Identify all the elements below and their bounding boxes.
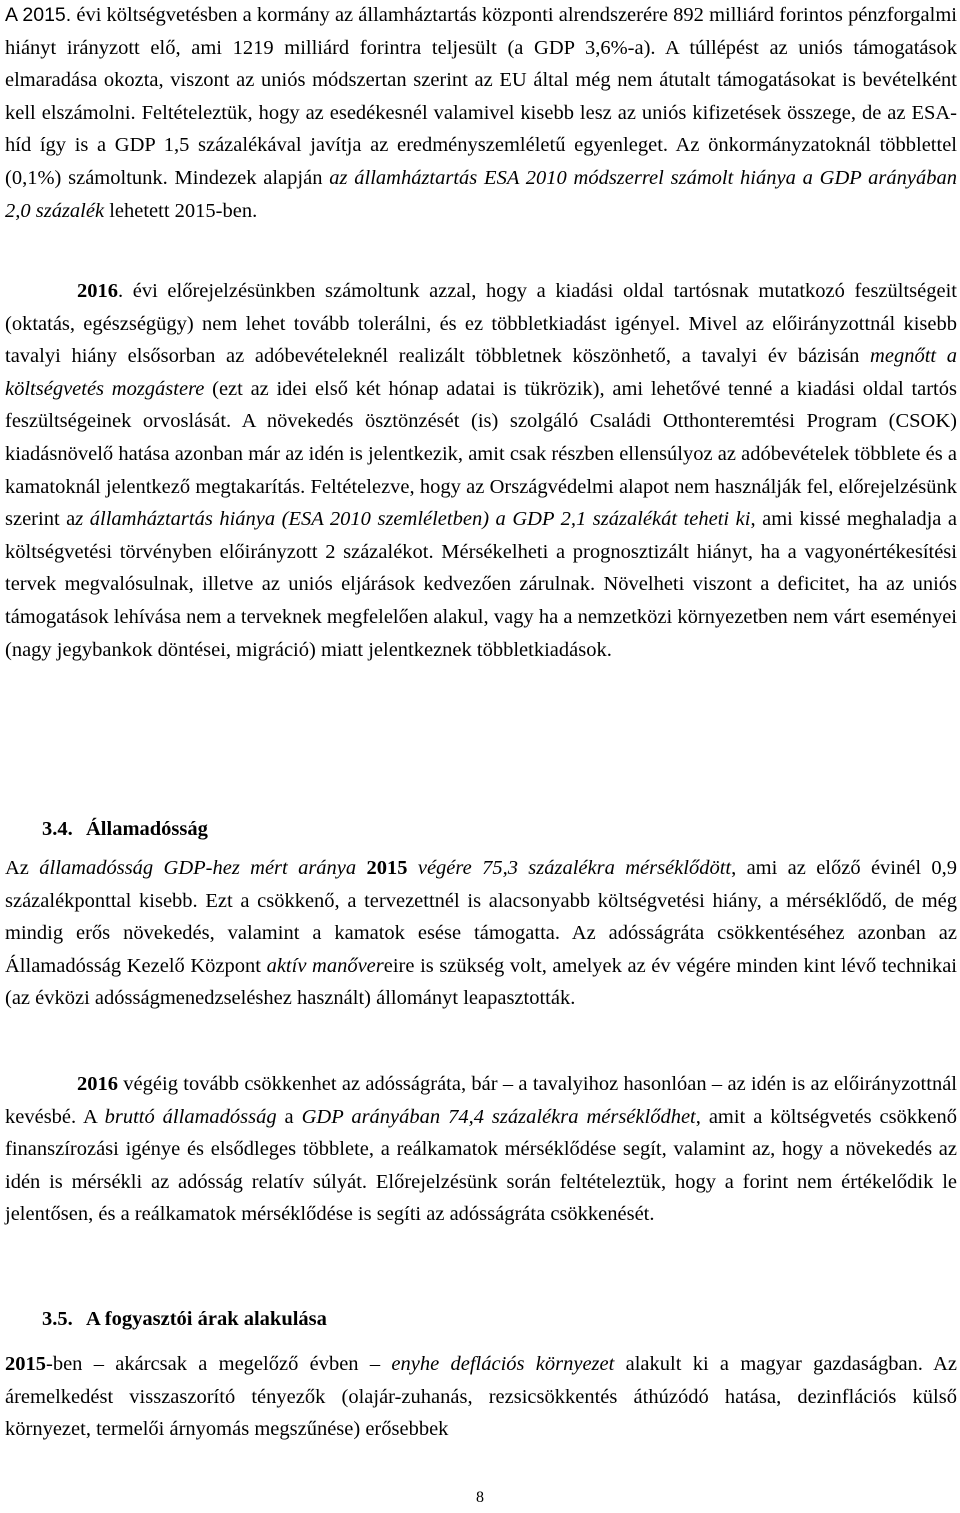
paragraph-text: végéig tovább csökkenhet az adósságráta, bár – a tavalyihoz hasonlóan – az idén is az előirányzottnál kevésbé. A [5,1073,957,1128]
paragraph-text: (ezt az idei első két hónap adatai is tükrözik), ami lehetővé tenné a kiadási oldal tartós feszültségeinek orvoslását. A növekedés ösztönzését (is) szolgáló Családi Otthonteremtési Program (CSOK) kiadásnövelő hatása azonban már az idén is jelentkezik, amit csak részben ellensúlyoz az adóbevételek többlete és a kamatoknál jelentkező megtakarítás. Feltételezve, hogy az Országvédelmi alapot nem használják fel, előrejelzésünk szerint a [5,377,957,531]
paragraph-italic: megnőtt a költségvetés mozgástere [5,345,958,400]
paragraph-italic: z államháztartás hiánya (ESA 2010 szemléletben) a GDP 2,1 százalékát teheti ki [75,508,751,531]
paragraph-bold: 2016 [77,1073,118,1095]
paragraph-text: . évi előrejelzésünkben számoltunk azzal, hogy a kiadási oldal tartósnak mutatkozó feszültségeit (oktatás, egészségügy) nem lehet tovább tolerálni, és ez többletkiadást igényel. Mivel az előirányzottnál kisebb tavalyi hiány elsősorban az adóbevételeknél realizált többletnek köszönhető, a tavalyi év bázisán [5,280,957,368]
section-number: 3.5. [42,1308,73,1330]
paragraph-italic: államadósság GDP-hez mért aránya [39,857,357,879]
paragraph-text: alakult ki a magyar gazdaságban. Az áremelkedést visszaszorító tényezők (olajár-zuhanás, rezsicsökkentés áthúzódó hatása, dezinflációs külső környezet, termelői árnyomás megszűnése) erősebbek [5,1353,957,1441]
paragraph-text: évi költségvetésben a kormány az államháztartás központi alrendszerére 892 milliárd forintos pénzforgalmi hiányt irányzott elő, ami 1219 milliárd forintra teljesült (a GDP 3,6%-a). A túllépést az uniós támogatások elmaradása okozta, viszont az uniós módszertan szerint az EU által még nem átutalt támogatásokat is bevételként kell elszámolni. Feltételeztük, hogy az esedékesnél valamivel kisebb lesz az uniós kifizetések összege, de az ESA-híd így is a GDP 1,5 százalékával javítja az eredményszemléletű egyenleget. Az önkormányzatoknál többlettel (0,1%) számoltunk. Mindezek alapján [5,4,957,189]
paragraph-consumer-prices [5,1348,957,1446]
paragraph-bold: 2015 [356,857,418,879]
section-number: 3.4. [42,818,73,840]
paragraph-italic: végére 75,3 százalékra mérséklődött [417,857,732,879]
paragraph-text: , ami az előző évinél 0,9 százalékponttal kisebb. Ezt a csökkenő, a tervezettnél is alacsonyabb költségvetési hiány, a mérséklődő, de még mindig erős növekedés, valamint a kamatok esése támogatta. Az adósságráta csökkentéséhez azonban az Államadósság Kezelő Központ [5,857,958,977]
paragraph-italic: GDP arányában 74,4 százalékra mérséklődhet [301,1105,696,1128]
section-heading-3-4 [42,813,208,845]
paragraph-public-debt-2015 [5,852,957,1015]
paragraph-italic: bruttó államadósság [104,1105,277,1128]
paragraph-text: , ami kissé meghaladja a költségvetési törvényben előirányzott 2 százalékot. Mérsékelheti a prognosztizált hiányt, ha a vagyonértékesítési tervek megvalósulnak, illetve az uniós eljárások kedvezően zárulnak. Növelheti viszont a deficitet, ha az uniós támogatások lehívása nem a terveknek megfelelően alakul, vagy ha a nemzetközi környezetben nem várt eseményei (nagy jegybankok döntései, migráció) miatt jelentkeznek többletkiadások. [5,508,957,661]
paragraph-2016-forecast [5,275,957,666]
paragraph-bold: 2016 [77,280,118,302]
paragraph-text: eire is szükség volt, amelyek az év végére minden kint lévő technikai (az évközi adósságmenedzseléshez használt) állományt leapasztották. [5,954,957,1010]
paragraph-italic: aktív manőver [266,954,384,977]
section-heading-3-5 [42,1303,327,1335]
paragraph-italic: az államháztartás ESA 2010 módszerrel számolt hiánya a GDP arányában 2,0 százalék [5,166,957,222]
paragraph-text: Az [5,857,40,879]
paragraph-text: -ben – akárcsak a megelőző évben – [46,1353,392,1375]
page-number: 8 [476,1489,484,1506]
paragraph-public-debt-2016 [5,1068,957,1231]
paragraph-text: lehetett 2015-ben. [104,199,258,222]
paragraph-2015-deficit [5,0,957,227]
paragraph-lead: A 2015. [5,4,72,26]
paragraph-text: , amit a költségvetés csökkenő finanszírozási igénye és elsődleges többlete, a reálkamatok mérséklődése segít, valamint az, hogy a növekedés az idén is mérsékli az adósság relatív súlyát. Előrejelzésünk során feltételeztük, hogy a forint nem értékelődik le jelentősen, és a reálkamatok mérséklődése is segíti az adósságráta csökkenését. [5,1105,957,1226]
section-title: Államadósság [86,818,208,840]
paragraph-italic: enyhe deflációs környezet [391,1353,615,1375]
paragraph-text: a [276,1105,302,1128]
section-title: A fogyasztói árak alakulása [86,1308,327,1330]
paragraph-bold: 2015 [5,1353,46,1375]
